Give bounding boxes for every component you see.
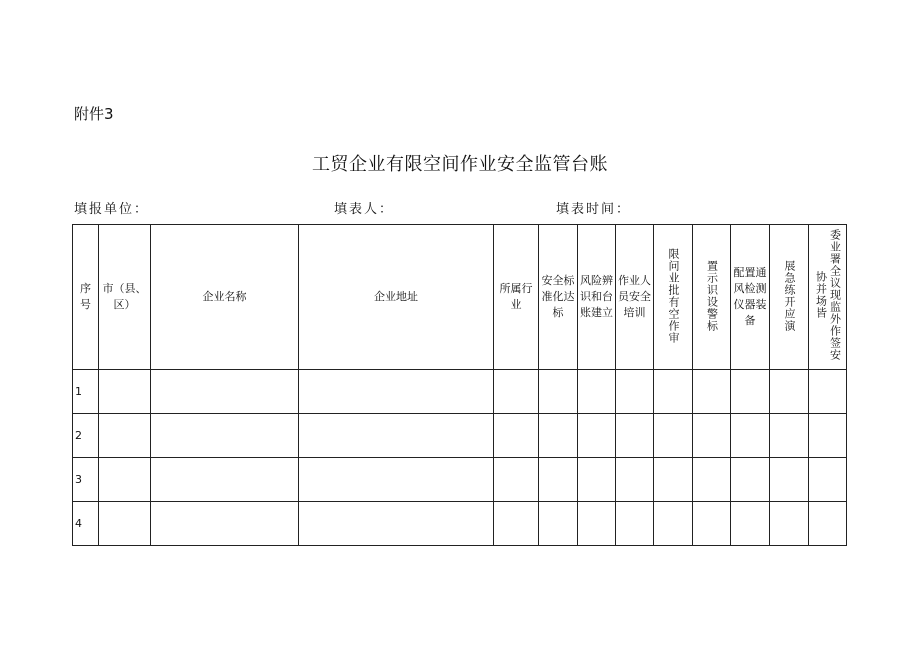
- table-row: [73, 370, 847, 414]
- table-cell[interactable]: [770, 502, 809, 546]
- table-cell[interactable]: [539, 458, 578, 502]
- row-number: 1: [73, 370, 99, 414]
- col-header-city: 市（县、区）: [99, 225, 151, 370]
- table-cell[interactable]: [151, 502, 299, 546]
- page-title: 工贸企业有限空间作业安全监管台账: [312, 154, 608, 175]
- table-row: [73, 502, 847, 546]
- row-number: 2: [73, 414, 99, 458]
- unit-label: 填报单位：: [74, 202, 150, 217]
- table-cell[interactable]: [299, 414, 494, 458]
- col-header-site-supervision: 委业署全议现监外作签安协并场皆: [809, 225, 847, 370]
- table-cell[interactable]: [809, 502, 847, 546]
- col-header-work-approval: 限问业批有空作审: [654, 225, 693, 370]
- table-row: [73, 414, 847, 458]
- table-cell[interactable]: [539, 414, 578, 458]
- table-cell[interactable]: [299, 458, 494, 502]
- table-cell[interactable]: [809, 370, 847, 414]
- col-header-warning-signs: 置示识设警标: [693, 225, 731, 370]
- table-cell[interactable]: [494, 458, 539, 502]
- filler-label: 填表人：: [334, 202, 395, 217]
- col-header-ventilation-equipment: 配置通风检测仪器装备: [731, 225, 770, 370]
- table-cell[interactable]: [654, 414, 693, 458]
- table-cell[interactable]: [731, 458, 770, 502]
- col-header-industry: 所属行业: [494, 225, 539, 370]
- table-cell[interactable]: [693, 370, 731, 414]
- table-cell[interactable]: [99, 370, 151, 414]
- time-label: 填表时间：: [556, 202, 632, 217]
- table-cell[interactable]: [578, 502, 616, 546]
- table-cell[interactable]: [654, 502, 693, 546]
- table-cell[interactable]: [151, 458, 299, 502]
- table-cell[interactable]: [578, 370, 616, 414]
- col-header-risk-identification: 风险辨识和台账建立: [578, 225, 616, 370]
- col-header-safety-training: 作业人员安全培训: [616, 225, 654, 370]
- col-header-emergency-drill: 展急练开应演: [770, 225, 809, 370]
- table-cell[interactable]: [299, 502, 494, 546]
- attachment-label: 附件3: [74, 105, 114, 123]
- table-cell[interactable]: [693, 414, 731, 458]
- row-number: 4: [73, 502, 99, 546]
- table-cell[interactable]: [809, 458, 847, 502]
- table-cell[interactable]: [731, 370, 770, 414]
- table-cell[interactable]: [731, 414, 770, 458]
- col-header-no: 序号: [73, 225, 99, 370]
- table-cell[interactable]: [770, 370, 809, 414]
- col-header-company-name: 企业名称: [151, 225, 299, 370]
- col-header-standardization: 安全标准化达标: [539, 225, 578, 370]
- table-cell[interactable]: [578, 414, 616, 458]
- table-cell[interactable]: [616, 502, 654, 546]
- ledger-table: [72, 224, 847, 546]
- row-number: 3: [73, 458, 99, 502]
- table-cell[interactable]: [494, 414, 539, 458]
- table-cell[interactable]: [770, 458, 809, 502]
- table-cell[interactable]: [99, 502, 151, 546]
- col-header-company-address: 企业地址: [299, 225, 494, 370]
- table-cell[interactable]: [578, 458, 616, 502]
- table-cell[interactable]: [654, 458, 693, 502]
- table-row: [73, 458, 847, 502]
- table-cell[interactable]: [99, 458, 151, 502]
- table-cell[interactable]: [151, 414, 299, 458]
- table-cell[interactable]: [731, 502, 770, 546]
- table-cell[interactable]: [809, 414, 847, 458]
- table-cell[interactable]: [654, 370, 693, 414]
- table-cell[interactable]: [494, 370, 539, 414]
- table-cell[interactable]: [693, 458, 731, 502]
- table-cell[interactable]: [539, 502, 578, 546]
- table-cell[interactable]: [616, 370, 654, 414]
- table-cell[interactable]: [616, 414, 654, 458]
- header-row: [73, 225, 847, 370]
- table-cell[interactable]: [99, 414, 151, 458]
- table-cell[interactable]: [693, 502, 731, 546]
- table-cell[interactable]: [151, 370, 299, 414]
- table-cell[interactable]: [299, 370, 494, 414]
- table-cell[interactable]: [539, 370, 578, 414]
- table-cell[interactable]: [770, 414, 809, 458]
- table-cell[interactable]: [494, 502, 539, 546]
- table-cell[interactable]: [616, 458, 654, 502]
